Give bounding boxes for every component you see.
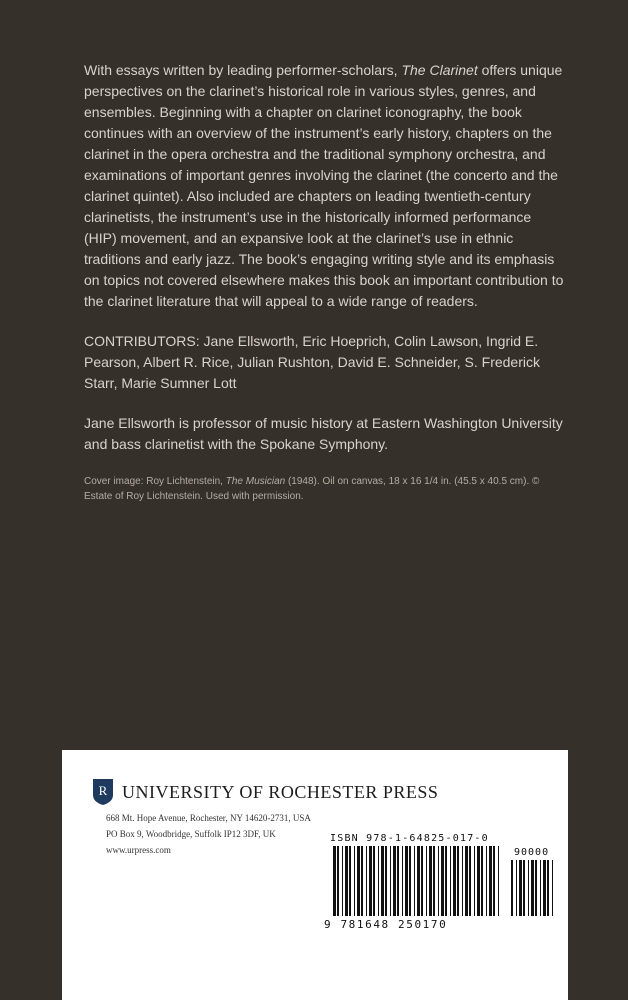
barcode-bar (333, 846, 336, 916)
barcode-bar (369, 846, 372, 916)
publisher-website: www.urpress.com (106, 845, 171, 855)
barcode-bar (393, 846, 396, 916)
publisher-header (92, 778, 438, 806)
barcode-bar (531, 860, 534, 916)
barcode-bar (474, 846, 475, 916)
price-code: 90000 (514, 847, 550, 858)
barcode-bar (481, 846, 483, 916)
barcode-bar (453, 846, 456, 916)
barcode-bar (465, 846, 468, 916)
barcode-bar (417, 846, 420, 916)
barcode-bar (337, 846, 339, 916)
rochester-shield-logo-icon (92, 778, 114, 806)
barcode-bar (543, 860, 546, 916)
credit-prefix: Cover image: Roy Lichtenstein, (84, 476, 226, 487)
barcode-bar (523, 860, 525, 916)
description-text-start: With essays written by leading performer-scholars, (84, 62, 402, 78)
publisher-panel (62, 750, 568, 1000)
book-title-italic: The Clarinet (401, 62, 478, 78)
barcode-bar (477, 846, 480, 916)
barcode-bar (450, 846, 451, 916)
barcode-bar (366, 846, 367, 916)
barcode-bar (357, 846, 360, 916)
barcode-bar (342, 846, 343, 916)
publisher-address (106, 810, 311, 858)
description-paragraph (84, 60, 564, 312)
barcode-bar (373, 846, 375, 916)
barcode-bar (493, 846, 495, 916)
barcode-bar (397, 846, 399, 916)
barcode-bar (402, 846, 403, 916)
barcode-bar (433, 846, 435, 916)
barcode-bar (390, 846, 391, 916)
barcode-bar (457, 846, 459, 916)
credit-work-title: The Musician (225, 476, 286, 487)
barcode-bar (445, 846, 447, 916)
barcode-bar (511, 860, 513, 916)
barcode-bar (426, 846, 427, 916)
barcode-bar (429, 846, 432, 916)
barcode-bar (361, 846, 363, 916)
publisher-name: UNIVERSITY OF ROCHESTER PRESS (122, 781, 439, 802)
author-bio: Jane Ellsworth is professor of music history at Eastern Washington University and bass clarinetist with the Spokane Symphony. (84, 415, 563, 452)
barcode-bar (462, 846, 463, 916)
contributors-paragraph: CONTRIBUTORS: Jane Ellsworth, Eric Hoeprich, Colin Lawson, Ingrid E. Pearson, Albert R. Rice, Julian Rushton, David E. Schneider, S. Frederick Starr, Marie Sumner Lott (84, 333, 540, 391)
barcode-bar (385, 846, 387, 916)
barcode-bar (378, 846, 379, 916)
barcode-digits: 9 781648 250170 (324, 918, 448, 931)
description-block (84, 60, 564, 504)
barcode-bar (405, 846, 408, 916)
barcode-bar (381, 846, 384, 916)
barcode-bar (409, 846, 411, 916)
barcode-bar (441, 846, 444, 916)
barcode-bar (547, 860, 549, 916)
logo-letter: R (98, 783, 108, 798)
isbn-label: ISBN 978-1-64825-017-0 (330, 833, 489, 844)
barcode-bar (354, 846, 355, 916)
barcode-bar (528, 860, 529, 916)
barcode-bar (540, 860, 541, 916)
barcode-bar (345, 846, 348, 916)
barcode-bar (535, 860, 537, 916)
barcode-bar (519, 860, 522, 916)
barcode-bar (498, 846, 499, 916)
barcode-bar (414, 846, 415, 916)
address-line-usa: 668 Mt. Hope Avenue, Rochester, NY 14620-2731, USA (106, 813, 311, 823)
description-text-rest: offers unique perspectives on the clarinet’s historical role in various styles, genres, and ensembles. Beginning with a chapter on clarinet iconography, the book continues with an overview of the instrument’s early history, chapters on the clarinet in the opera orchestra and the traditional symphony orchestra, and examinations of important genres involving the clarinet (the concerto and the clarinet quintet). Also included are chapters on leading twentieth-century clarinetists, the instrument’s use in the historically informed performance (HIP) movement, and an expansive look at the clarinet’s use in ethnic traditions and early jazz. The book’s engaging writing style and its emphasis on topics not covered elsewhere makes this book an important contribution to the clarinet literature that will appeal to a wide range of readers. (84, 62, 564, 309)
isbn-barcode (332, 846, 502, 916)
barcode-bar (489, 846, 492, 916)
barcode-bar (421, 846, 423, 916)
barcode-bar (469, 846, 471, 916)
address-line-uk: PO Box 9, Woodbridge, Suffolk IP12 3DF, UK (106, 829, 276, 839)
barcode-bar (349, 846, 351, 916)
barcode-bar (552, 860, 553, 916)
barcode-bar (516, 860, 517, 916)
price-barcode (510, 860, 556, 916)
barcode-bar (486, 846, 487, 916)
credit-suffix: (1948). Oil on canvas, 18 x 16 1/4 in. (45.5 x 40.5 cm). © Estate of Roy Lichtenstein. Used with permission. (84, 476, 540, 502)
cover-image-credit (84, 474, 564, 504)
barcode-bar (438, 846, 439, 916)
